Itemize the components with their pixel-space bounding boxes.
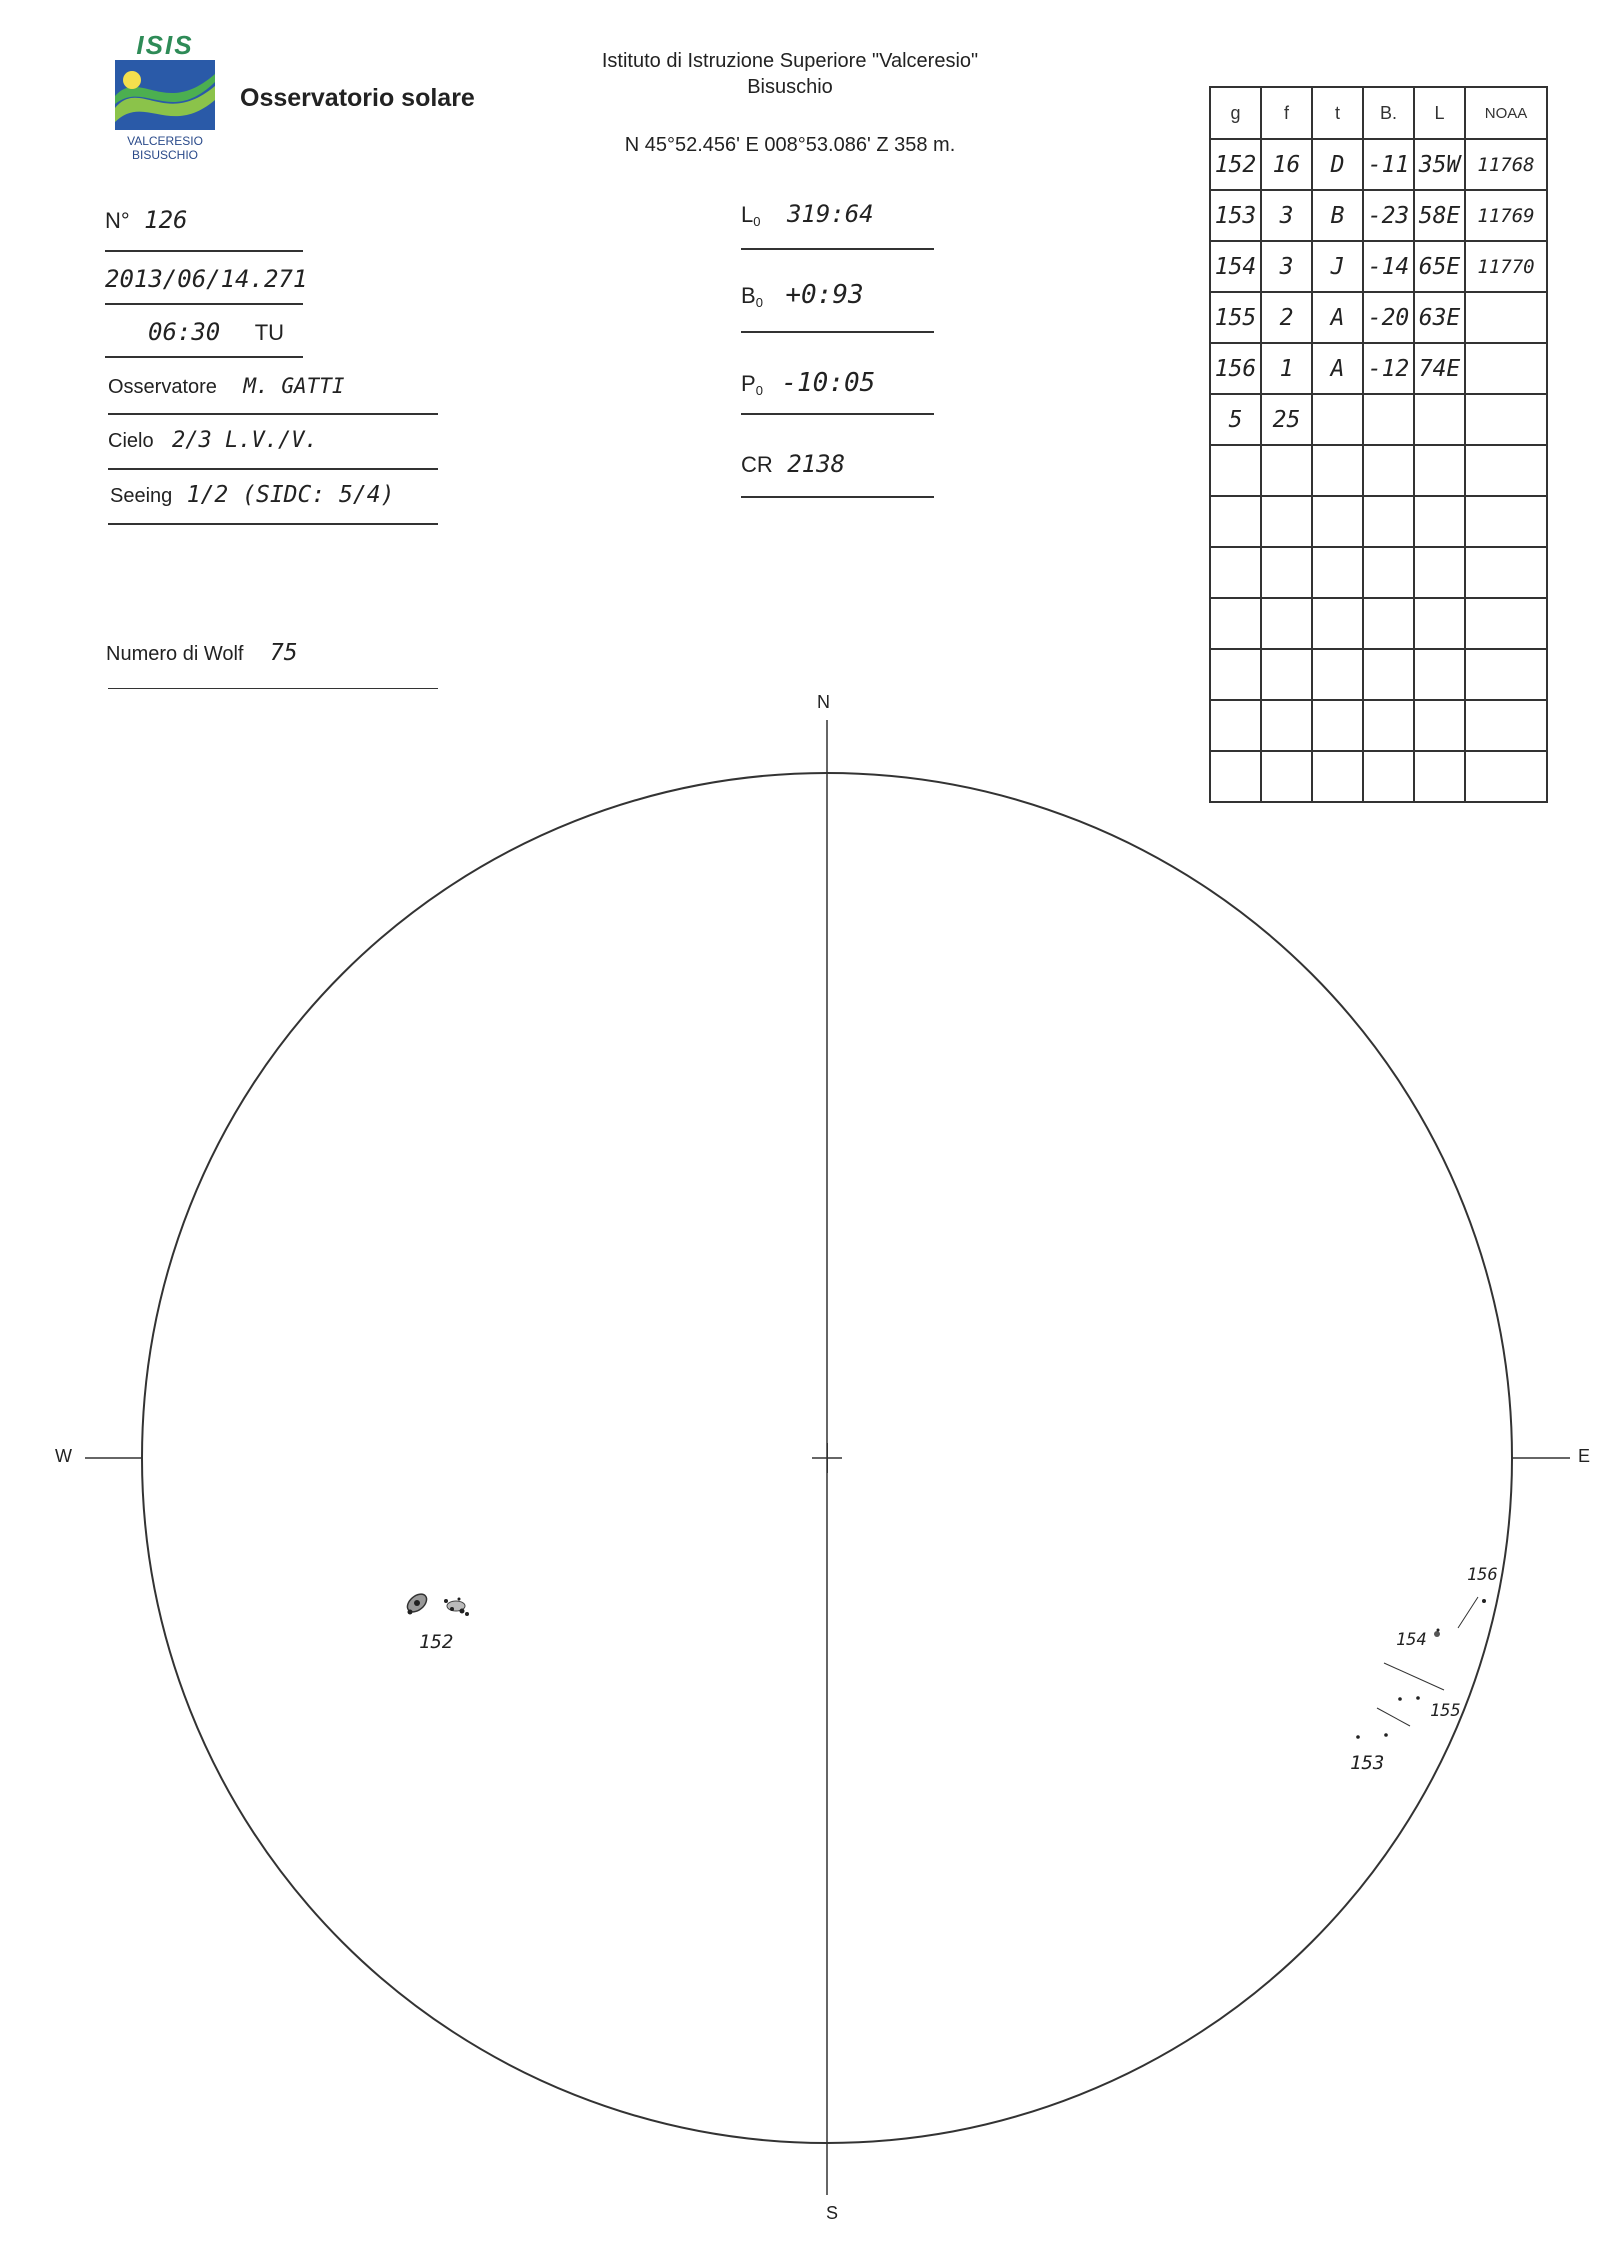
group-label-153: 153: [1350, 1752, 1385, 1774]
table-cell: 3: [1261, 190, 1312, 241]
table-cell: D: [1312, 139, 1363, 190]
table-cell: B: [1312, 190, 1363, 241]
table-cell: 152: [1210, 139, 1261, 190]
b0-label: B: [741, 283, 756, 308]
group-label-155: 155: [1430, 1701, 1461, 1721]
logo-wordmark: ISIS: [136, 30, 194, 60]
institute-name: Istituto di Istruzione Superiore "Valceresio": [601, 50, 979, 72]
limb-marker-154: [1384, 1663, 1444, 1690]
table-cell: 154: [1210, 241, 1261, 292]
table-cell: 16: [1261, 139, 1312, 190]
sunspot-group-156: [1482, 1599, 1486, 1603]
table-cell: -14: [1363, 241, 1414, 292]
south-label: S: [826, 2203, 839, 2223]
sunspot-group-155: [1398, 1696, 1420, 1701]
table-cell: 63E: [1414, 292, 1465, 343]
table-cell: -23: [1363, 190, 1414, 241]
table-cell: A: [1312, 343, 1363, 394]
column-header-t: t: [1312, 87, 1363, 139]
east-label: E: [1578, 1446, 1591, 1466]
carrington-value: 2138: [787, 450, 846, 478]
table-cell: 3: [1261, 241, 1312, 292]
b0-value: +0:93: [785, 280, 864, 310]
table-cell: 25: [1261, 394, 1312, 445]
sunspot-group-154: [1434, 1629, 1440, 1638]
observer-label: Osservatore: [108, 376, 217, 398]
table-cell: -11: [1363, 139, 1414, 190]
logo-subtitle-1: VALCERESIO: [127, 134, 203, 148]
wolf-number-value: 75: [269, 640, 298, 666]
column-header-l: L: [1414, 87, 1465, 139]
b0-subscript: 0: [755, 295, 763, 311]
table-cell: 11769: [1465, 190, 1547, 241]
column-header-f: f: [1261, 87, 1312, 139]
table-cell: 153: [1210, 190, 1261, 241]
observation-date: 2013/06/14.271: [105, 265, 308, 293]
l0-subscript: 0: [753, 214, 761, 230]
table-cell: 35W: [1414, 139, 1465, 190]
table-cell: J: [1312, 241, 1363, 292]
column-header-noaa: NOAA: [1465, 87, 1547, 139]
table-cell: 11768: [1465, 139, 1547, 190]
table-cell: 156: [1210, 343, 1261, 394]
west-label: W: [55, 1446, 72, 1466]
observatory-title: Osservatorio solare: [240, 84, 475, 112]
p0-value: -10:05: [781, 368, 876, 398]
table-cell: -12: [1363, 343, 1414, 394]
institute-town: Bisuschio: [747, 76, 833, 98]
time-unit: TU: [254, 320, 285, 345]
table-cell: 58E: [1414, 190, 1465, 241]
l0-label: L: [741, 202, 754, 227]
group-label-152: 152: [419, 1631, 454, 1653]
p0-label: P: [741, 371, 756, 396]
table-cell: 74E: [1414, 343, 1465, 394]
group-label-154: 154: [1396, 1630, 1427, 1650]
observation-time: 06:30: [148, 318, 221, 346]
carrington-label: CR: [741, 452, 773, 477]
table-cell: 11770: [1465, 241, 1547, 292]
report-number-label: N°: [105, 208, 130, 233]
table-cell: 65E: [1414, 241, 1465, 292]
table-cell: 155: [1210, 292, 1261, 343]
column-header-b: B.: [1363, 87, 1414, 139]
group-label-156: 156: [1467, 1565, 1498, 1585]
sunspot-group-153: [1356, 1733, 1388, 1739]
p0-subscript: 0: [755, 383, 763, 399]
table-cell: 5: [1210, 394, 1261, 445]
sky-value: 2/3 L.V./V.: [172, 428, 318, 453]
center-cross-vertical: [827, 1443, 828, 1473]
table-cell: 1: [1261, 343, 1312, 394]
seeing-label: Seeing: [110, 485, 173, 507]
table-cell: A: [1312, 292, 1363, 343]
l0-value: 319:64: [786, 200, 874, 228]
table-cell: 2: [1261, 292, 1312, 343]
wolf-number-label: Numero di Wolf: [106, 643, 244, 665]
observer-value: M. GATTI: [243, 374, 345, 398]
logo-subtitle-2: BISUSCHIO: [131, 148, 198, 162]
limb-marker-156: [1458, 1597, 1478, 1628]
limb-marker-155: [1377, 1708, 1410, 1726]
north-label: N: [817, 692, 830, 712]
sky-label: Cielo: [108, 430, 154, 452]
column-header-g: g: [1210, 87, 1261, 139]
seeing-value: 1/2 (SIDC: 5/4): [186, 482, 395, 508]
sunspot-group-152: [404, 1591, 469, 1616]
site-coordinates: N 45°52.456' E 008°53.086' Z 358 m.: [624, 134, 956, 156]
report-number-value: 126: [144, 206, 188, 234]
table-cell: -20: [1363, 292, 1414, 343]
